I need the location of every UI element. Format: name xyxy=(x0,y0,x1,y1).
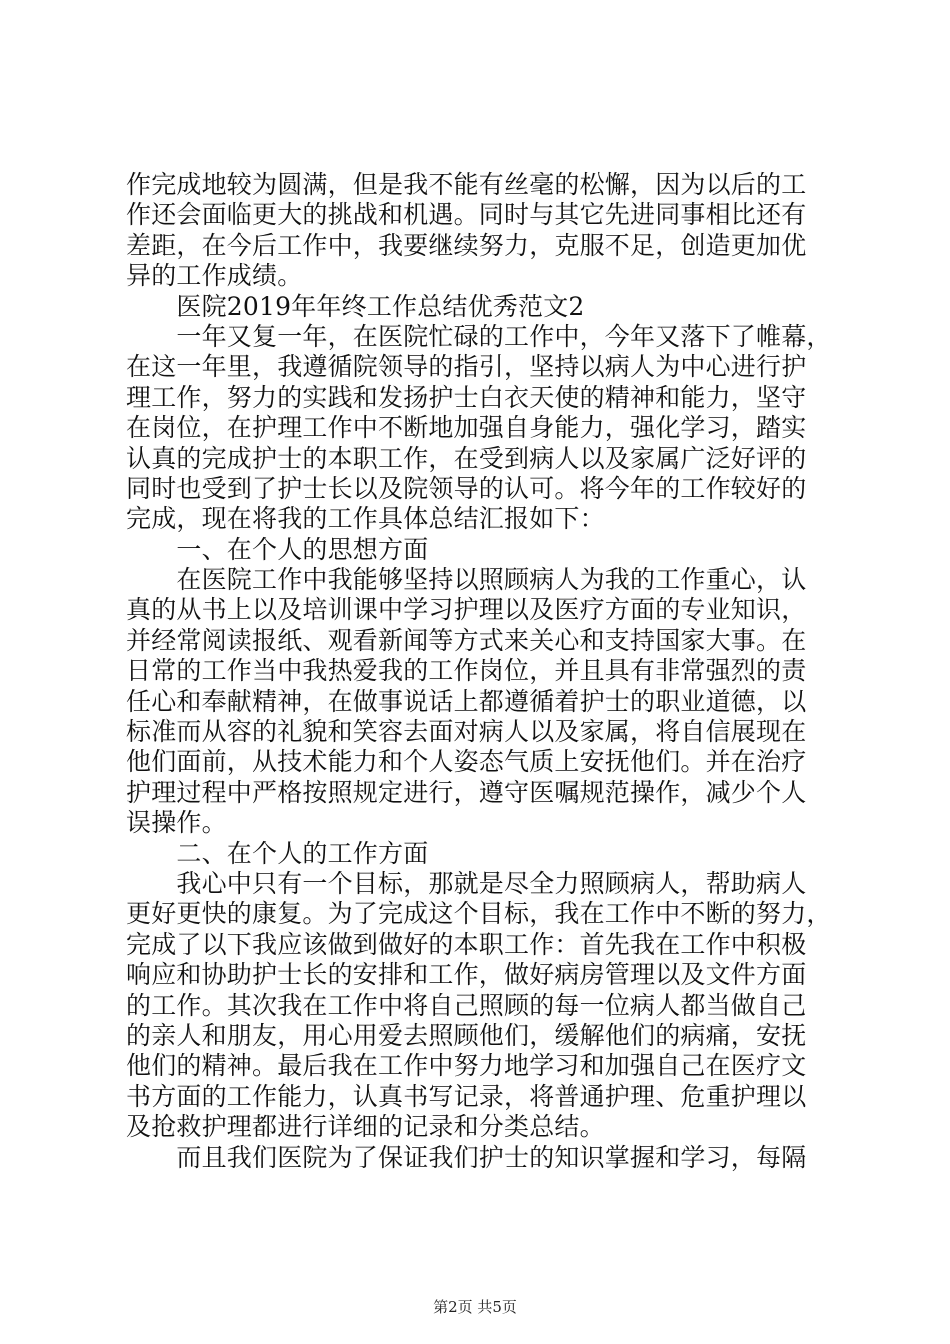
text-line: 在医院工作中我能够坚持以照顾病人为我的工作重心，认 xyxy=(126,565,807,595)
page-footer: 第2页 共5页 xyxy=(433,1298,517,1316)
text-line: 及抢救护理都进行详细的记录和分类总结。 xyxy=(126,1112,605,1142)
text-line: 认真的完成护士的本职工作，在受到病人以及家属广泛好评的 xyxy=(126,443,807,473)
document-body xyxy=(126,170,842,1173)
text-line: 异的工作成绩。 xyxy=(126,261,303,291)
text-line: 二、在个人的工作方面 xyxy=(126,838,429,868)
text-line: 一年又复一年，在医院忙碌的工作中，今年又落下了帷幕， xyxy=(126,321,832,351)
text-line: 他们面前，从技术能力和个人姿态气质上安抚他们。并在治疗 xyxy=(126,747,807,777)
text-line: 他们的精神。最后我在工作中努力地学习和加强自己在医疗文 xyxy=(126,1051,807,1081)
text-line: 日常的工作当中我热爱我的工作岗位，并且具有非常强烈的责 xyxy=(126,656,807,686)
text-line: 而且我们医院为了保证我们护士的知识掌握和学习，每隔 xyxy=(126,1142,807,1172)
text-line: 标准而从容的礼貌和笑容去面对病人以及家属，将自信展现在 xyxy=(126,717,807,747)
text-line: 作还会面临更大的挑战和机遇。同时与其它先进同事相比还有 xyxy=(126,200,807,230)
text-line: 理工作，努力的实践和发扬护士白衣天使的精神和能力，坚守 xyxy=(126,382,807,412)
text-line: 真的从书上以及培训课中学习护理以及医疗方面的专业知识， xyxy=(126,595,807,625)
text-line: 任心和奉献精神，在做事说话上都遵循着护士的职业道德，以 xyxy=(126,686,807,716)
text-line: 响应和协助护士长的安排和工作，做好病房管理以及文件方面 xyxy=(126,960,807,990)
text-line: 我心中只有一个目标，那就是尽全力照顾病人，帮助病人 xyxy=(126,868,807,898)
text-line: 在这一年里，我遵循院领导的指引，坚持以病人为中心进行护 xyxy=(126,352,807,382)
text-line: 一、在个人的思想方面 xyxy=(126,534,429,564)
text-line: 完成了以下我应该做到做好的本职工作：首先我在工作中积极 xyxy=(126,929,807,959)
text-line: 差距，在今后工作中，我要继续努力，克服不足，创造更加优 xyxy=(126,230,807,260)
text-line: 误操作。 xyxy=(126,808,227,838)
text-line: 并经常阅读报纸、观看新闻等方式来关心和支持国家大事。在 xyxy=(126,625,807,655)
text-line: 的工作。其次我在工作中将自己照顾的每一位病人都当做自己 xyxy=(126,990,807,1020)
text-line: 更好更快的康复。为了完成这个目标，我在工作中不断的努力， xyxy=(126,899,832,929)
text-line: 的亲人和朋友，用心用爱去照顾他们，缓解他们的病痛，安抚 xyxy=(126,1020,807,1050)
text-line: 在岗位，在护理工作中不断地加强自身能力，强化学习，踏实 xyxy=(126,413,807,443)
text-line: 护理过程中严格按照规定进行，遵守医嘱规范操作，减少个人 xyxy=(126,777,807,807)
text-line: 完成，现在将我的工作具体总结汇报如下： xyxy=(126,504,605,534)
text-line: 同时也受到了护士长以及院领导的认可。将今年的工作较好的 xyxy=(126,473,807,503)
text-line: 书方面的工作能力，认真书写记录，将普通护理、危重护理以 xyxy=(126,1081,807,1111)
text-line: 作完成地较为圆满，但是我不能有丝毫的松懈，因为以后的工 xyxy=(126,170,807,199)
text-line: 医院2019年年终工作总结优秀范文2 xyxy=(126,291,585,321)
